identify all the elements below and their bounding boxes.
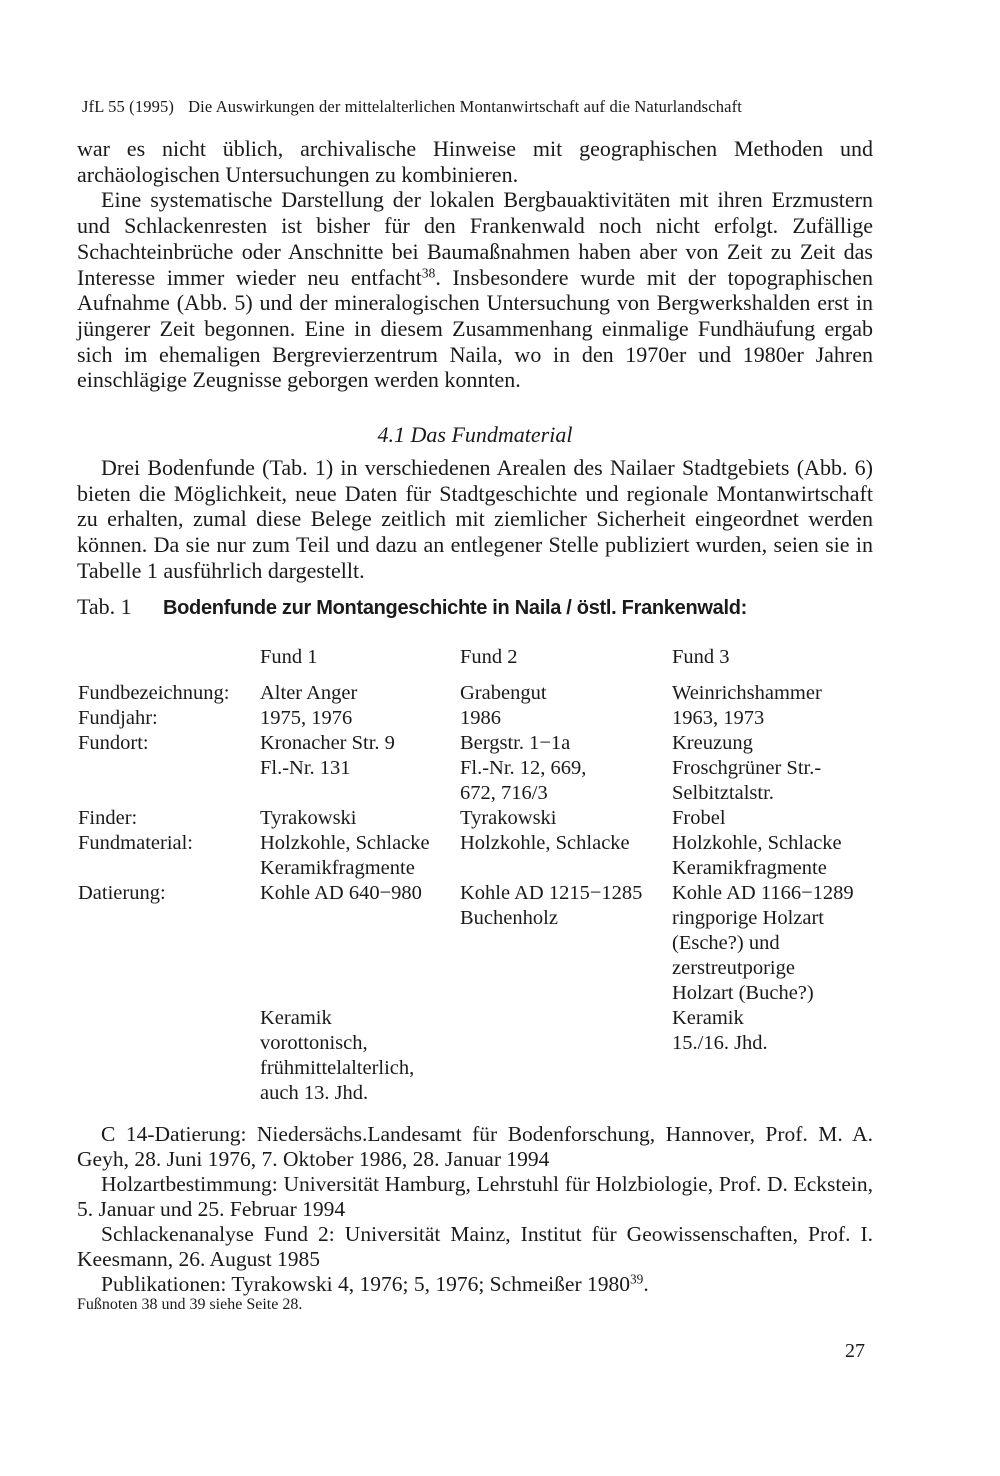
table-cell: Kohle AD 1215−1285	[460, 882, 643, 904]
paragraph-3: Drei Bodenfunde (Tab. 1) in verschiedenen Arealen des Nailaer Stadtgebiets (Abb. 6) bieten die Möglichkeit, neue Daten für Stadtgeschichte und regionale Montanwirtschaft zu erhalten, zumal diese Belege zeitlich mit ziemlicher Sicherheit eingeordnet werden können. Da sie nur zum Teil und dazu an entlegener Stelle publiziert wurden, seien sie in Tabelle 1 ausführlich dargestellt.	[77, 455, 873, 583]
table-cell: Frobel	[672, 807, 726, 829]
running-header	[82, 97, 742, 117]
table-cell: (Esche?) und	[672, 932, 780, 954]
table-cell: 15./16. Jhd.	[672, 1032, 768, 1054]
section-heading: 4.1 Das Fundmaterial	[377, 422, 573, 447]
table-notes	[77, 1122, 873, 1297]
body-text-2	[77, 455, 873, 584]
table-cell: Holzkohle, Schlacke	[672, 832, 842, 854]
table-cell: Tyrakowski	[260, 807, 357, 829]
col-header-fund3: Fund 3	[672, 646, 730, 668]
table-cell: Selbitztalstr.	[672, 782, 774, 804]
note-holzart: Holzartbestimmung: Universität Hamburg, Lehrstuhl für Holzbiologie, Prof. D. Eckstein, 5. Januar und 25. Februar 1994	[77, 1172, 873, 1221]
table-cell: Buchenholz	[460, 907, 558, 929]
table-cell: Kohle AD 640−980	[260, 882, 422, 904]
note-schlacke: Schlackenanalyse Fund 2: Universität Mainz, Institut für Geowissenschaften, Prof. I. Keesmann, 26. August 1985	[77, 1222, 873, 1271]
row-label: Fundjahr:	[78, 707, 158, 729]
table-cell: 1975, 1976	[260, 707, 353, 729]
table-cell: Keramikfragmente	[672, 857, 827, 879]
table-cell: auch 13. Jhd.	[260, 1082, 369, 1104]
note-c14: C 14-Datierung: Niedersächs.Landesamt für Bodenforschung, Hannover, Prof. M. A. Geyh, 28. Juni 1976, 7. Oktober 1986, 28. Januar 1994	[77, 1122, 873, 1171]
table-caption	[77, 594, 747, 620]
table-cell: Weinrichshammer	[672, 682, 822, 704]
table-cell: 672, 716/3	[460, 782, 548, 804]
journal-citation: JfL 55 (1995)	[82, 97, 175, 116]
footnote-marker-39: 39	[630, 1271, 644, 1287]
table-cell: Keramik	[260, 1007, 332, 1029]
table-cell: Fl.-Nr. 12, 669,	[460, 757, 587, 779]
table-number: Tab. 1	[77, 594, 132, 619]
table-cell: ringporige Holzart	[672, 907, 824, 929]
note-publikationen: Publikationen: Tyrakowski 4, 1976; 5, 1976; Schmeißer 1980$^{39}$.	[101, 1271, 649, 1296]
page-number: 27	[845, 1340, 865, 1362]
table-cell: 1963, 1973	[672, 707, 765, 729]
table-cell: frühmittelalterlich,	[260, 1057, 415, 1079]
table-cell: Tyrakowski	[460, 807, 557, 829]
table-cell: zerstreutporige	[672, 957, 795, 979]
table-cell: 1986	[460, 707, 501, 729]
table-cell: Holzart (Buche?)	[672, 982, 814, 1004]
body-text	[77, 136, 873, 393]
footnote-reference: Fußnoten 38 und 39 siehe Seite 28.	[77, 1296, 303, 1313]
row-label: Datierung:	[78, 882, 166, 904]
running-title: Die Auswirkungen der mittelalterlichen Montanwirtschaft auf die Naturlandschaft	[188, 97, 742, 116]
table-cell: Holzkohle, Schlacke	[460, 832, 630, 854]
table-cell: Holzkohle, Schlacke	[260, 832, 430, 854]
table-cell: Kohle AD 1166−1289	[672, 882, 854, 904]
table-cell: Bergstr. 1−1a	[460, 732, 571, 754]
table-cell: Froschgrüner Str.-	[672, 757, 822, 779]
table-cell: Kronacher Str. 9	[260, 732, 395, 754]
row-label: Finder:	[78, 807, 138, 829]
table-cell: Keramik	[672, 1007, 744, 1029]
paragraph-2: Eine systematische Darstellung der lokalen Bergbauaktivitäten mit ihren Erzmustern und Schlackenresten ist bisher für den Frankenwald noch nicht erfolgt. Zufällige Schachteinbrüche oder Anschnitte bei Baumaßnahmen haben aber von Zeit zu Zeit das Interesse immer wieder neu entfacht$^{38}$. Insbesondere wurde mit der topographischen Aufnahme (Abb. 5) und der mineralogischen Untersuchung von Bergwerkshalden erst in jüngerer Zeit begonnen. Eine in diesem Zusammenhang einmalige Fundhäufung ergab sich im ehemaligen Bergrevierzentrum Naila, wo in den 1970er und 1980er Jahren einschlägige Zeugnisse geborgen werden konnten.	[77, 187, 873, 393]
row-label: Fundort:	[78, 732, 149, 754]
table-title: Bodenfunde zur Montangeschichte in Naila / östl. Frankenwald:	[163, 597, 747, 619]
footnote-marker-38: 38	[421, 265, 436, 281]
col-header-fund2: Fund 2	[460, 646, 518, 668]
row-label: Fundbezeichnung:	[78, 682, 230, 704]
table-cell: Fl.-Nr. 131	[260, 757, 351, 779]
table-cell: vorottonisch,	[260, 1032, 368, 1054]
row-label: Fundmaterial:	[78, 832, 194, 854]
table-cell: Grabengut	[460, 682, 547, 704]
paragraph-1: war es nicht üblich, archivalische Hinweise mit geographischen Methoden und archäologischen Untersuchungen zu kombinieren.	[77, 136, 873, 187]
table-cell: Alter Anger	[260, 682, 358, 704]
table-cell: Kreuzung	[672, 732, 753, 754]
table-cell: Keramikfragmente	[260, 857, 415, 879]
col-header-fund1: Fund 1	[260, 646, 318, 668]
